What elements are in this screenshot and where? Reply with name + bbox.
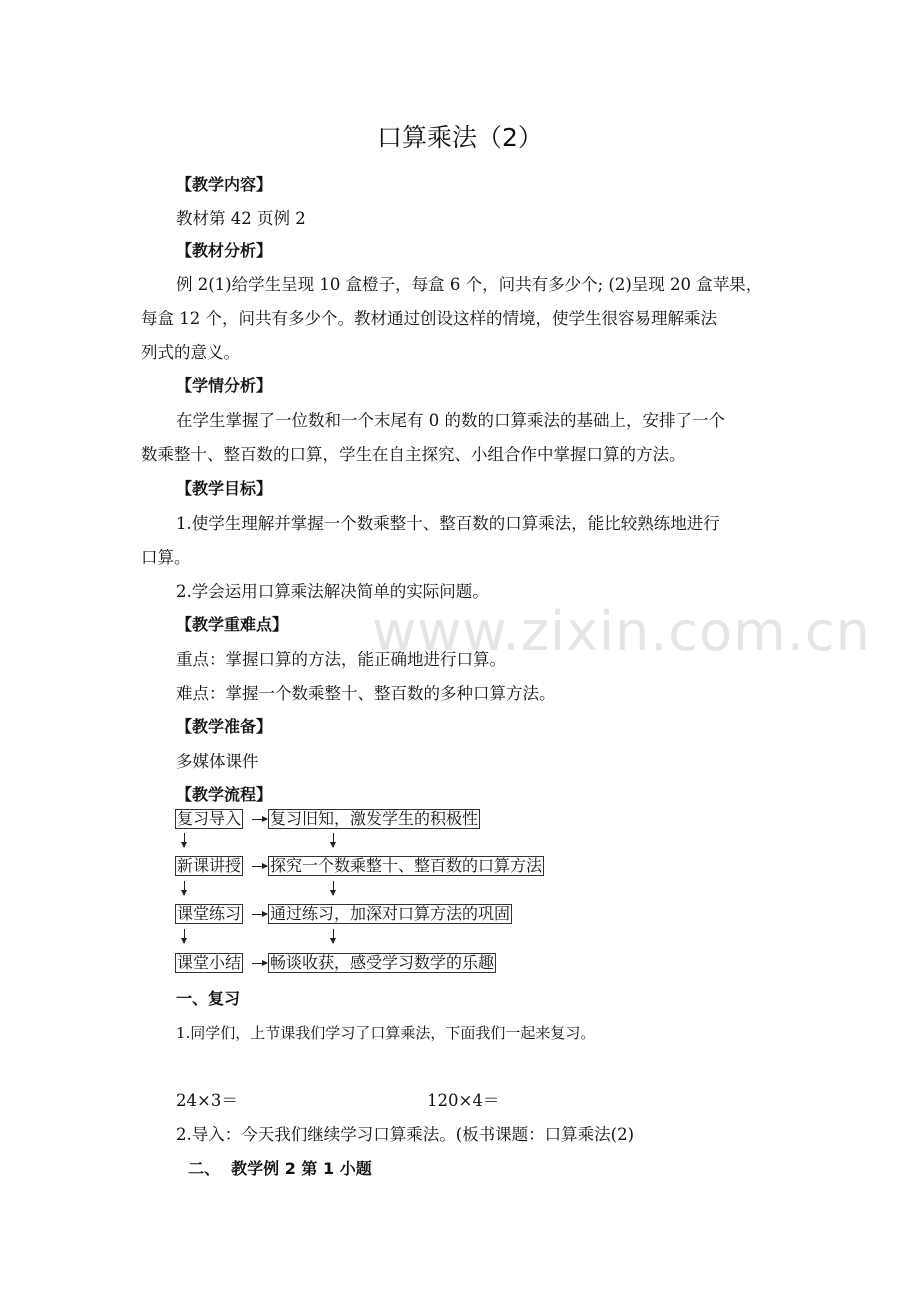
key-point: 重点：掌握口算的方法，能正确地进行口算。 bbox=[176, 650, 506, 669]
page-title: 口算乘法（2） bbox=[377, 123, 543, 152]
goal-2: 2.学会运用口算乘法解决简单的实际问题。 bbox=[176, 582, 489, 601]
content-text: 教材第 42 页例 2 bbox=[176, 209, 306, 228]
expression-2: 120×4＝ bbox=[427, 1091, 500, 1110]
prep-text: 多媒体课件 bbox=[176, 752, 259, 771]
arrow-right-icon bbox=[252, 866, 267, 867]
review-line-2: 2.导入：今天我们继续学习口算乘法。(板书课题：口算乘法(2) bbox=[176, 1125, 635, 1144]
heading-content: 【教学内容】 bbox=[176, 175, 273, 194]
flow-desc-2: 探究一个数乘整十、整百数的口算方法 bbox=[270, 856, 543, 875]
arrow-down-icon bbox=[184, 833, 185, 847]
flow-desc-4: 畅谈收获，感受学习数学的乐趣 bbox=[270, 953, 495, 972]
heading-flow: 【教学流程】 bbox=[176, 785, 273, 804]
student-line-1: 在学生掌握了一位数和一个末尾有 0 的数的口算乘法的基础上，安排了一个 bbox=[176, 411, 725, 430]
goal-1-line-1: 1.使学生理解并掌握一个数乘整十、整百数的口算乘法，能比较熟练地进行 bbox=[176, 514, 720, 533]
heading-prep: 【教学准备】 bbox=[176, 717, 273, 736]
arrow-down-icon bbox=[333, 833, 334, 847]
heading-review: 一、复习 bbox=[176, 989, 241, 1008]
watermark: www.zixin.com.cn bbox=[372, 600, 871, 663]
flow-desc-1: 复习旧知，激发学生的积极性 bbox=[270, 809, 479, 828]
analysis-line-3: 列式的意义。 bbox=[141, 343, 240, 362]
student-line-2: 数乘整十、整百数的口算，学生在自主探究、小组合作中掌握口算的方法。 bbox=[141, 445, 686, 464]
flow-desc-3: 通过练习，加深对口算方法的巩固 bbox=[270, 904, 511, 923]
heading-goals: 【教学目标】 bbox=[176, 479, 273, 498]
flow-step-3: 课堂练习 bbox=[177, 904, 242, 923]
heading-analysis: 【教材分析】 bbox=[176, 241, 273, 260]
review-line-1: 1.同学们，上节课我们学习了口算乘法，下面我们一起来复习。 bbox=[176, 1024, 596, 1042]
heading-key: 【教学重难点】 bbox=[176, 615, 289, 634]
expression-1: 24×3＝ bbox=[176, 1091, 238, 1110]
arrow-down-icon bbox=[184, 929, 185, 943]
arrow-right-icon bbox=[252, 819, 267, 820]
arrow-down-icon bbox=[333, 881, 334, 895]
analysis-line-2: 每盒 12 个，问共有多少个。教材通过创设这样的情境，使学生很容易理解乘法 bbox=[141, 309, 717, 328]
flow-step-4: 课堂小结 bbox=[177, 953, 242, 972]
heading-student: 【学情分析】 bbox=[176, 376, 273, 395]
flow-step-2: 新课讲授 bbox=[177, 856, 242, 875]
heading-example: 二、 教学例 2 第 1 小题 bbox=[188, 1159, 372, 1178]
difficult-point: 难点：掌握一个数乘整十、整百数的多种口算方法。 bbox=[176, 684, 556, 703]
analysis-line-1: 例 2(1)给学生呈现 10 盒橙子，每盒 6 个，问共有多少个; (2)呈现 20 盒苹果， bbox=[176, 275, 763, 294]
arrow-down-icon bbox=[184, 881, 185, 895]
flow-step-1: 复习导入 bbox=[177, 809, 242, 828]
arrow-right-icon bbox=[252, 963, 267, 964]
arrow-right-icon bbox=[252, 914, 267, 915]
arrow-down-icon bbox=[333, 929, 334, 943]
goal-1-line-2: 口算。 bbox=[141, 548, 191, 567]
